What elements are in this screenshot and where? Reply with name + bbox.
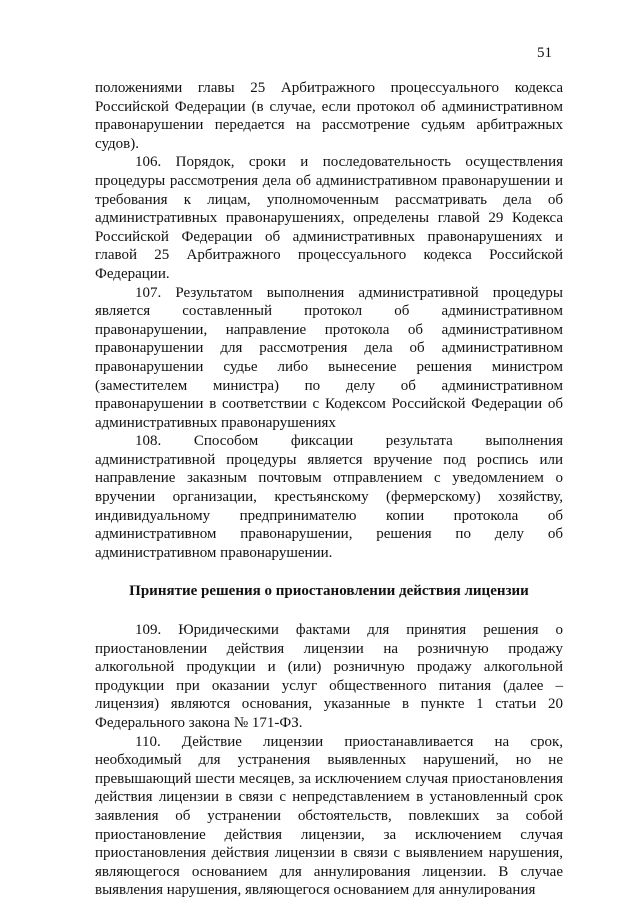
page-number: 51	[537, 45, 552, 61]
paragraph-110: 110. Действие лицензии приостанавливается на срок, необходимый для устранения выявленных нарушений, но не превышающий шести месяцев, за исключением случая приостановления действия лицензии в связи с непредставлением в установленный срок заявления об устранении обстоятельств, повлекших за собой приостановление действия лицензии, за исключением случая приостановления действия лицензии в связи с выявлением нарушения, являющегося основанием для аннулирования лицензии. В случае выявления нарушения, являющегося основанием для аннулирования	[95, 733, 563, 899]
document-body	[95, 79, 563, 900]
paragraph-continuation: положениями главы 25 Арбитражного процессуального кодекса Российской Федерации (в случае, если протокол об административном правонарушении передается на рассмотрение судьям арбитражных судов).	[95, 80, 563, 152]
section-heading: Принятие решения о приостановлении действия лицензии	[129, 583, 529, 600]
paragraph-108: 108. Способом фиксации результата выполнения административной процедуры является вручение под роспись или направление заказным почтовым отправлением с уведомлением о вручении организации, крестьянскому (фермерскому) хозяйству, индивидуальному предпринимателю копии протокола об административном правонарушении, решения по делу об административном правонарушении.	[95, 433, 563, 561]
paragraph-109: 109. Юридическими фактами для принятия решения о приостановлении действия лицензии на розничную продажу алкогольной продукции и (или) розничную продажу алкогольной продукции при оказании услуг общественного питания (далее – лицензия) являются основания, указанные в пункте 1 статьи 20 Федерального закона № 171-ФЗ.	[95, 622, 563, 731]
paragraph-107: 107. Результатом выполнения административной процедуры является составленный протокол об административном правонарушении, направление протокола об административном правонарушении для рассмотрения дела об административном правонарушении судье либо вынесение решения министром (заместителем министра) по делу об административном правонарушении в соответствии с Кодексом Российской Федерации об административных правонарушениях	[95, 284, 563, 431]
paragraph-106: 106. Порядок, сроки и последовательность осуществления процедуры рассмотрения дела об административном правонарушении и требования к лицам, уполномоченным рассматривать дела об административных правонарушениях, определены главой 29 Кодекса Российской Федерации об административных правонарушениях и главой 25 Арбитражного процессуального кодекса Российской Федерации.	[95, 154, 563, 282]
